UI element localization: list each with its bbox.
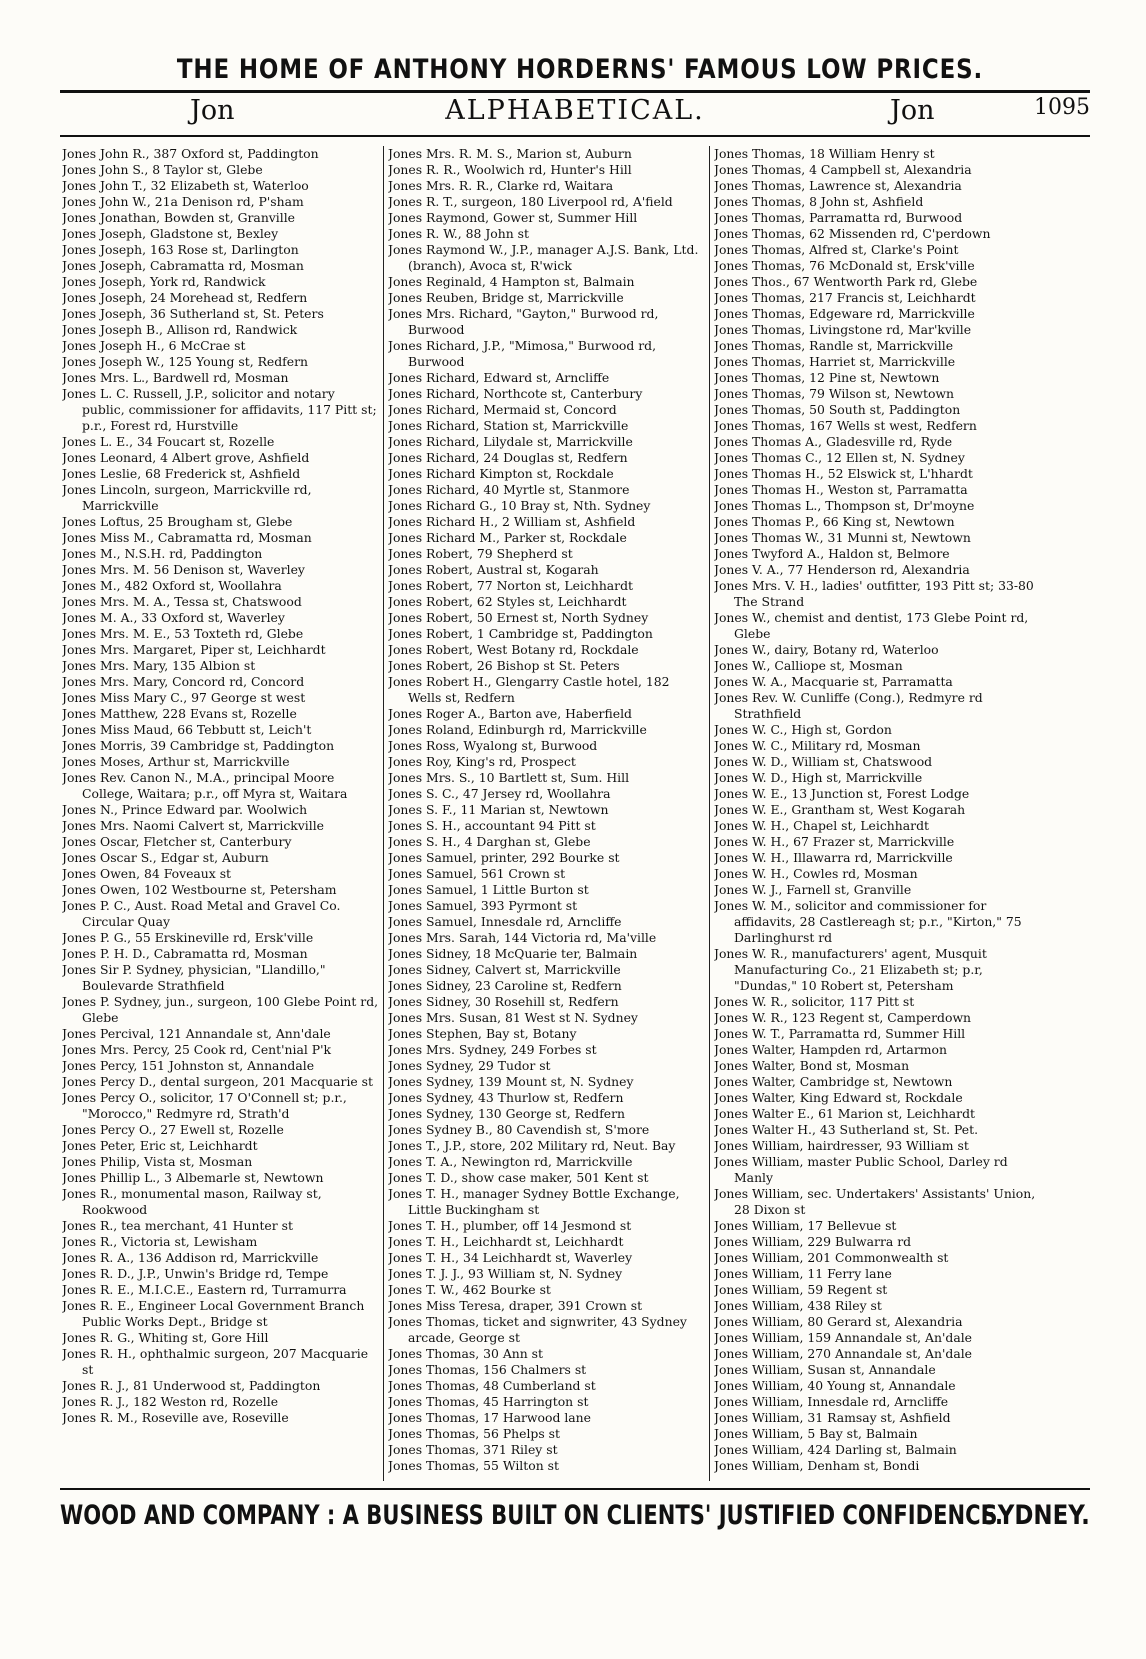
directory-entry: Jones Walter, King Edward st, Rockdale <box>714 1090 963 1105</box>
directory-entry: Jones Richard, Mermaid st, Concord <box>388 402 617 417</box>
directory-entry: Jones William, sec. Undertakers' Assistants' Union, 28 Dixon st <box>714 1186 1036 1217</box>
directory-entry: Jones Leonard, 4 Albert grove, Ashfield <box>62 450 310 465</box>
column-3 <box>714 146 1044 1541</box>
directory-entry: Jones Loftus, 25 Brougham st, Glebe <box>62 514 293 529</box>
directory-entry: Jones V. A., 77 Henderson rd, Alexandria <box>714 562 970 577</box>
directory-entry: Jones Thomas, Harriet st, Marrickville <box>714 354 956 369</box>
directory-entry: Jones M., 482 Oxford st, Woollahra <box>62 578 282 593</box>
directory-entry: Jones Thomas, 79 Wilson st, Newtown <box>714 386 955 401</box>
directory-entry: Jones T. H., 34 Leichhardt st, Waverley <box>388 1250 633 1265</box>
directory-entry: Jones Richard, J.P., "Mimosa," Burwood rd, Burwood <box>388 338 657 369</box>
directory-entry: Jones Thomas A., Gladesville rd, Ryde <box>714 434 953 449</box>
directory-entry: Jones W. C., Military rd, Mosman <box>714 738 921 753</box>
directory-entry: Jones Thomas, 55 Wilton st <box>388 1458 559 1473</box>
directory-entry: Jones Sydney, 29 Tudor st <box>388 1058 551 1073</box>
directory-entry: Jones Peter, Eric st, Leichhardt <box>62 1138 258 1153</box>
column-divider <box>709 146 710 1481</box>
directory-entry: Jones R. T., surgeon, 180 Liverpool rd, A'field <box>388 194 673 209</box>
directory-entry: Jones W. E., Grantham st, West Kogarah <box>714 802 966 817</box>
directory-entry: Jones Robert, 77 Norton st, Leichhardt <box>388 578 634 593</box>
directory-entry: Jones Thomas L., Thompson st, Dr'moyne <box>714 498 975 513</box>
directory-entry: Jones W. H., 67 Frazer st, Marrickville <box>714 834 955 849</box>
directory-entry: Jones Thomas, Alfred st, Clarke's Point <box>714 242 959 257</box>
directory-entry: Jones S. C., 47 Jersey rd, Woollahra <box>388 786 611 801</box>
directory-entry: Jones P. Sydney, jun., surgeon, 100 Glebe Point rd, Glebe <box>62 994 379 1025</box>
directory-entry: Jones Richard, 24 Douglas st, Redfern <box>388 450 628 465</box>
directory-entry: Jones Sydney, 43 Thurlow st, Redfern <box>388 1090 624 1105</box>
directory-entry: Jones Samuel, printer, 292 Bourke st <box>388 850 620 865</box>
directory-entry: Jones R., tea merchant, 41 Hunter st <box>62 1218 293 1233</box>
directory-entry: Jones Leslie, 68 Frederick st, Ashfield <box>62 466 301 481</box>
directory-entry: Jones Raymond, Gower st, Summer Hill <box>388 210 638 225</box>
directory-entry: Jones R. E., Engineer Local Government Branch Public Works Dept., Bridge st <box>62 1298 365 1329</box>
page-banner: THE HOME OF ANTHONY HORDERNS' FAMOUS LOW PRICES. <box>176 54 984 85</box>
directory-entry: Jones Robert H., Glengarry Castle hotel, 182 Wells st, Redfern <box>388 674 670 705</box>
directory-entry: Jones S. H., 4 Darghan st, Glebe <box>388 834 591 849</box>
directory-entry: Jones R. J., 81 Underwood st, Paddington <box>62 1378 321 1393</box>
directory-entry: Jones Percy O., 27 Ewell st, Rozelle <box>62 1122 284 1137</box>
directory-entry: Jones Richard Kimpton st, Rockdale <box>388 466 614 481</box>
directory-entry: Jones Robert, West Botany rd, Rockdale <box>388 642 639 657</box>
directory-entry: Jones M., N.S.H. rd, Paddington <box>62 546 263 561</box>
directory-entry: Jones R. H., ophthalmic surgeon, 207 Macquarie st <box>62 1346 369 1377</box>
column-1 <box>62 146 380 1541</box>
directory-entry: Jones Robert, 26 Bishop st St. Peters <box>388 658 620 673</box>
directory-entry: Jones W. H., Chapel st, Leichhardt <box>714 818 929 833</box>
directory-entry: Jones T. H., plumber, off 14 Jesmond st <box>388 1218 632 1233</box>
directory-entry: Jones Thomas, 371 Riley st <box>388 1442 558 1457</box>
directory-entry: Jones Sidney, 30 Rosehill st, Redfern <box>388 994 619 1009</box>
directory-entry: Jones Samuel, 393 Pyrmont st <box>388 898 578 913</box>
directory-entry: Jones William, 159 Annandale st, An'dale <box>714 1330 973 1345</box>
directory-entry: Jones Mrs. Naomi Calvert st, Marrickville <box>62 818 324 833</box>
directory-entry: Jones Rev. W. Cunliffe (Cong.), Redmyre rd Strathfield <box>714 690 983 721</box>
directory-entry: Jones Thomas, 62 Missenden rd, C'perdown <box>714 226 991 241</box>
directory-entry: Jones Miss Teresa, draper, 391 Crown st <box>388 1298 643 1313</box>
directory-entry: Jones Robert, 79 Shepherd st <box>388 546 573 561</box>
directory-entry: Jones Mrs. Margaret, Piper st, Leichhardt <box>62 642 326 657</box>
directory-entry: Jones Mrs. Mary, 135 Albion st <box>62 658 256 673</box>
directory-entry: Jones Richard, Station st, Marrickville <box>388 418 629 433</box>
directory-entry: Jones Philip, Vista st, Mosman <box>62 1154 253 1169</box>
directory-entry: Jones Mrs. M. A., Tessa st, Chatswood <box>62 594 302 609</box>
directory-entry: Jones Owen, 102 Westbourne st, Petersham <box>62 882 337 897</box>
directory-entry: Jones Percy, 151 Johnston st, Annandale <box>62 1058 315 1073</box>
directory-entry: Jones Robert, 62 Styles st, Leichhardt <box>388 594 627 609</box>
directory-entry: Jones William, Denham st, Bondi <box>714 1458 920 1473</box>
directory-entry: Jones W. R., solicitor, 117 Pitt st <box>714 994 915 1009</box>
directory-entry: Jones Richard, Northcote st, Canterbury <box>388 386 643 401</box>
directory-entry: Jones Walter E., 61 Marion st, Leichhardt <box>714 1106 975 1121</box>
footer-rule <box>60 1488 1090 1490</box>
directory-entry: Jones Thomas, 30 Ann st <box>388 1346 544 1361</box>
directory-entry: Jones Mrs. Susan, 81 West st N. Sydney <box>388 1010 638 1025</box>
directory-entry: Jones W. H., Illawarra rd, Marrickville <box>714 850 953 865</box>
directory-entry: Jones W. R., 123 Regent st, Camperdown <box>714 1010 972 1025</box>
page-footer <box>60 1500 1090 1540</box>
directory-entry: Jones Richard, 40 Myrtle st, Stanmore <box>388 482 630 497</box>
directory-entry: Jones Thomas, 76 McDonald st, Ersk'ville <box>714 258 975 273</box>
directory-entry: Jones Robert, 1 Cambridge st, Paddington <box>388 626 653 641</box>
directory-entry: Jones Roger A., Barton ave, Haberfield <box>388 706 632 721</box>
directory-entry: Jones Mrs. Percy, 25 Cook rd, Cent'nial P'k <box>62 1042 332 1057</box>
directory-entry: Jones W. D., High st, Marrickville <box>714 770 923 785</box>
directory-entry: Jones Samuel, Innesdale rd, Arncliffe <box>388 914 622 929</box>
directory-entry: Jones Percy D., dental surgeon, 201 Macquarie st <box>62 1074 374 1089</box>
directory-entry: Jones Mrs. M. E., 53 Toxteth rd, Glebe <box>62 626 304 641</box>
directory-entry: Jones John T., 32 Elizabeth st, Waterloo <box>62 178 309 193</box>
directory-entry: Jones R. E., M.I.C.E., Eastern rd, Turramurra <box>62 1282 347 1297</box>
directory-entry: Jones Sydney, 139 Mount st, N. Sydney <box>388 1074 634 1089</box>
directory-entry: Jones Robert, 50 Ernest st, North Sydney <box>388 610 649 625</box>
directory-entry: Jones Richard G., 10 Bray st, Nth. Sydney <box>388 498 651 513</box>
directory-entry: Jones Mrs. R. R., Clarke rd, Waitara <box>388 178 614 193</box>
directory-entry: Jones Walter, Hampden rd, Artarmon <box>714 1042 947 1057</box>
directory-entry: Jones Miss Mary C., 97 George st west <box>62 690 306 705</box>
directory-entry: Jones P. G., 55 Erskineville rd, Ersk'ville <box>62 930 314 945</box>
directory-entry: Jones R. A., 136 Addison rd, Marrickville <box>62 1250 319 1265</box>
directory-entry: Jones Samuel, 561 Crown st <box>388 866 566 881</box>
directory-entry: Jones R. J., 182 Weston rd, Rozelle <box>62 1394 279 1409</box>
directory-entry: Jones Sidney, 18 McQuarie ter, Balmain <box>388 946 638 961</box>
header-section-title: ALPHABETICAL. <box>445 95 705 126</box>
directory-columns <box>62 146 1092 1541</box>
directory-entry: Jones Moses, Arthur st, Marrickville <box>62 754 290 769</box>
directory-entry: Jones Thomas, ticket and signwriter, 43 Sydney arcade, George st <box>388 1314 687 1345</box>
page-number: 1095 <box>1034 95 1090 120</box>
directory-entry: Jones R. G., Whiting st, Gore Hill <box>62 1330 269 1345</box>
directory-entry: Jones Joseph, 24 Morehead st, Redfern <box>62 290 308 305</box>
directory-entry: Jones William, 31 Ramsay st, Ashfield <box>714 1410 951 1425</box>
directory-entry: Jones John W., 21a Denison rd, P'sham <box>62 194 304 209</box>
directory-entry: Jones W. E., 13 Junction st, Forest Lodge <box>714 786 970 801</box>
directory-entry: Jones William, 40 Young st, Annandale <box>714 1378 956 1393</box>
directory-entry: Jones John S., 8 Taylor st, Glebe <box>62 162 263 177</box>
directory-entry: Jones Samuel, 1 Little Burton st <box>388 882 589 897</box>
directory-entry: Jones Jonathan, Bowden st, Granville <box>62 210 296 225</box>
directory-entry: Jones Joseph, 36 Sutherland st, St. Peters <box>62 306 324 321</box>
directory-entry: Jones Sidney, 23 Caroline st, Redfern <box>388 978 622 993</box>
directory-entry: Jones L. E., 34 Foucart st, Rozelle <box>62 434 275 449</box>
directory-entry: Jones T. A., Newington rd, Marrickville <box>388 1154 633 1169</box>
directory-entry: Jones Roy, King's rd, Prospect <box>388 754 576 769</box>
directory-entry: Jones Robert, Austral st, Kogarah <box>388 562 599 577</box>
directory-entry: Jones William, 438 Riley st <box>714 1298 882 1313</box>
directory-entry: Jones Sir P. Sydney, physician, "Llandillo," Boulevarde Strathfield <box>62 962 326 993</box>
directory-entry: Jones Thomas, Randle st, Marrickville <box>714 338 954 353</box>
directory-entry: Jones Owen, 84 Foveaux st <box>62 866 232 881</box>
directory-entry: Jones Reuben, Bridge st, Marrickville <box>388 290 624 305</box>
directory-entry: Jones N., Prince Edward par. Woolwich <box>62 802 308 817</box>
directory-entry: Jones Joseph, 163 Rose st, Darlington <box>62 242 299 257</box>
directory-entry: Jones Joseph, Gladstone st, Bexley <box>62 226 279 241</box>
directory-entry: Jones Mrs. M. 56 Denison st, Waverley <box>62 562 305 577</box>
directory-entry: Jones Mrs. R. M. S., Marion st, Auburn <box>388 146 632 161</box>
directory-entry: Jones T. H., manager Sydney Bottle Exchange, Little Buckingham st <box>388 1186 680 1217</box>
directory-entry: Jones Richard M., Parker st, Rockdale <box>388 530 627 545</box>
directory-entry: Jones Thomas P., 66 King st, Newtown <box>714 514 955 529</box>
directory-entry: Jones William, Innesdale rd, Arncliffe <box>714 1394 949 1409</box>
directory-entry: Jones R. M., Roseville ave, Roseville <box>62 1410 289 1425</box>
directory-entry: Jones Mrs. L., Bardwell rd, Mosman <box>62 370 289 385</box>
directory-entry: Jones William, 59 Regent st <box>714 1282 888 1297</box>
directory-entry: Jones T. D., show case maker, 501 Kent st <box>388 1170 649 1185</box>
directory-entry: Jones Joseph H., 6 McCrae st <box>62 338 246 353</box>
directory-entry: Jones William, 201 Commonwealth st <box>714 1250 949 1265</box>
directory-entry: Jones Thomas, 4 Campbell st, Alexandria <box>714 162 972 177</box>
directory-entry: Jones William, 424 Darling st, Balmain <box>714 1442 957 1457</box>
directory-entry: Jones Thomas C., 12 Ellen st, N. Sydney <box>714 450 965 465</box>
directory-entry: Jones Miss Maud, 66 Tebbutt st, Leich't <box>62 722 312 737</box>
footer-city: SYDNEY. <box>981 1500 1090 1531</box>
directory-entry: Jones Thomas H., Weston st, Parramatta <box>714 482 968 497</box>
directory-entry: Jones Joseph, York rd, Randwick <box>62 274 266 289</box>
directory-entry: Jones Thomas W., 31 Munni st, Newtown <box>714 530 971 545</box>
directory-entry: Jones W., chemist and dentist, 173 Glebe Point rd, Glebe <box>714 610 1029 641</box>
directory-entry: Jones Oscar S., Edgar st, Auburn <box>62 850 269 865</box>
footer-advert: WOOD AND COMPANY : A BUSINESS BUILT ON CLIENTS' JUSTIFIED CONFIDENCE. <box>60 1500 1003 1531</box>
directory-entry: Jones W. M., solicitor and commissioner for affidavits, 28 Castlereagh st; p.r., "Kirton," 75 Darlinghurst rd <box>714 898 1022 945</box>
directory-entry: Jones P. C., Aust. Road Metal and Gravel Co. Circular Quay <box>62 898 341 929</box>
directory-entry: Jones Sydney B., 80 Cavendish st, S'more <box>388 1122 650 1137</box>
directory-entry: Jones Thomas, 18 William Henry st <box>714 146 935 161</box>
column-divider <box>383 146 384 1481</box>
directory-entry: Jones R. W., 88 John st <box>388 226 529 241</box>
directory-entry: Jones W., dairy, Botany rd, Waterloo <box>714 642 939 657</box>
directory-entry: Jones Sidney, Calvert st, Marrickville <box>388 962 621 977</box>
directory-entry: Jones William, Susan st, Annandale <box>714 1362 936 1377</box>
directory-entry: Jones Mrs. Sydney, 249 Forbes st <box>388 1042 597 1057</box>
directory-entry: Jones William, 270 Annandale st, An'dale <box>714 1346 973 1361</box>
directory-entry: Jones John R., 387 Oxford st, Paddington <box>62 146 319 161</box>
directory-entry: Jones Mrs. Sarah, 144 Victoria rd, Ma'ville <box>388 930 657 945</box>
directory-entry: Jones Thomas, 45 Harrington st <box>388 1394 589 1409</box>
directory-entry: Jones Joseph B., Allison rd, Randwick <box>62 322 298 337</box>
directory-entry: Jones R. R., Woolwich rd, Hunter's Hill <box>388 162 632 177</box>
directory-entry: Jones Rev. Canon N., M.A., principal Moore College, Waitara; p.r., off Myra st, Waitara <box>62 770 348 801</box>
header-left-guide: Jon <box>190 95 235 126</box>
directory-entry: Jones Thomas, Livingstone rd, Mar'kville <box>714 322 972 337</box>
directory-entry: Jones Walter, Bond st, Mosman <box>714 1058 910 1073</box>
directory-entry: Jones Walter, Cambridge st, Newtown <box>714 1074 953 1089</box>
directory-entry: Jones W. J., Farnell st, Granville <box>714 882 912 897</box>
directory-entry: Jones Mrs. Richard, "Gayton," Burwood rd, Burwood <box>388 306 659 337</box>
directory-entry: Jones R., Victoria st, Lewisham <box>62 1234 258 1249</box>
running-header <box>60 93 1090 135</box>
directory-entry: Jones S. F., 11 Marian st, Newtown <box>388 802 609 817</box>
directory-entry: Jones Thomas, 156 Chalmers st <box>388 1362 587 1377</box>
directory-entry: Jones Raymond W., J.P., manager A.J.S. Bank, Ltd. (branch), Avoca st, R'wick <box>388 242 699 273</box>
directory-entry: Jones Thomas, 217 Francis st, Leichhardt <box>714 290 976 305</box>
directory-entry: Jones Thomas, Parramatta rd, Burwood <box>714 210 963 225</box>
directory-entry: Jones T. W., 462 Bourke st <box>388 1282 551 1297</box>
directory-entry: Jones William, hairdresser, 93 William st <box>714 1138 969 1153</box>
directory-entry: Jones Thomas, 17 Harwood lane <box>388 1410 591 1425</box>
directory-entry: Jones S. H., accountant 94 Pitt st <box>388 818 596 833</box>
directory-entry: Jones Lincoln, surgeon, Marrickville rd, Marrickville <box>62 482 312 513</box>
directory-entry: Jones Reginald, 4 Hampton st, Balmain <box>388 274 635 289</box>
directory-entry: Jones T., J.P., store, 202 Military rd, Neut. Bay <box>388 1138 676 1153</box>
directory-entry: Jones Richard, Lilydale st, Marrickville <box>388 434 633 449</box>
directory-entry: Jones Roland, Edinburgh rd, Marrickville <box>388 722 647 737</box>
directory-entry: Jones T. J. J., 93 William st, N. Sydney <box>388 1266 623 1281</box>
directory-entry: Jones Oscar, Fletcher st, Canterbury <box>62 834 292 849</box>
directory-entry: Jones Miss M., Cabramatta rd, Mosman <box>62 530 312 545</box>
directory-entry: Jones Thomas H., 52 Elswick st, L'hhardt <box>714 466 973 481</box>
directory-entry: Jones T. H., Leichhardt st, Leichhardt <box>388 1234 624 1249</box>
directory-entry: Jones Joseph W., 125 Young st, Redfern <box>62 354 309 369</box>
directory-entry: Jones Mrs. S., 10 Bartlett st, Sum. Hill <box>388 770 630 785</box>
directory-entry: Jones Sydney, 130 George st, Redfern <box>388 1106 626 1121</box>
directory-entry: Jones Thomas, 8 John st, Ashfield <box>714 194 924 209</box>
directory-entry: Jones William, master Public School, Darley rd Manly <box>714 1154 1008 1185</box>
directory-entry: Jones W. A., Macquarie st, Parramatta <box>714 674 953 689</box>
directory-entry: Jones Percival, 121 Annandale st, Ann'dale <box>62 1026 331 1041</box>
directory-entry: Jones Morris, 39 Cambridge st, Paddington <box>62 738 335 753</box>
directory-entry: Jones Stephen, Bay st, Botany <box>388 1026 577 1041</box>
directory-entry: Jones Twyford A., Haldon st, Belmore <box>714 546 950 561</box>
directory-entry: Jones Thomas, 167 Wells st west, Redfern <box>714 418 977 433</box>
directory-entry: Jones William, 80 Gerard st, Alexandria <box>714 1314 963 1329</box>
directory-entry: Jones Thomas, 12 Pine st, Newtown <box>714 370 940 385</box>
directory-entry: Jones W. C., High st, Gordon <box>714 722 892 737</box>
header-right-guide: Jon <box>890 95 935 126</box>
directory-entry: Jones Thomas, 50 South st, Paddington <box>714 402 961 417</box>
directory-entry: Jones William, 11 Ferry lane <box>714 1266 892 1281</box>
directory-entry: Jones Matthew, 228 Evans st, Rozelle <box>62 706 297 721</box>
directory-entry: Jones Thomas, 56 Phelps st <box>388 1426 560 1441</box>
directory-entry: Jones M. A., 33 Oxford st, Waverley <box>62 610 285 625</box>
directory-entry: Jones R. D., J.P., Unwin's Bridge rd, Tempe <box>62 1266 329 1281</box>
directory-entry: Jones W. T., Parramatta rd, Summer Hill <box>714 1026 966 1041</box>
directory-entry: Jones Percy O., solicitor, 17 O'Connell st; p.r., "Morocco," Redmyre rd, Strath'd <box>62 1090 347 1121</box>
header-rule <box>60 135 1090 137</box>
directory-entry: Jones W. R., manufacturers' agent, Musquit Manufacturing Co., 21 Elizabeth st; p.r, "Dundas," 10 Robert st, Petersham <box>714 946 987 993</box>
directory-entry: Jones Thos., 67 Wentworth Park rd, Glebe <box>714 274 978 289</box>
directory-entry: Jones Ross, Wyalong st, Burwood <box>388 738 598 753</box>
directory-entry: Jones Phillip L., 3 Albemarle st, Newtown <box>62 1170 324 1185</box>
directory-entry: Jones Mrs. V. H., ladies' outfitter, 193 Pitt st; 33-80 The Strand <box>714 578 1034 609</box>
directory-entry: Jones W., Calliope st, Mosman <box>714 658 903 673</box>
directory-entry: Jones Thomas, Lawrence st, Alexandria <box>714 178 962 193</box>
column-2 <box>388 146 706 1541</box>
directory-entry: Jones Richard, Edward st, Arncliffe <box>388 370 610 385</box>
directory-entry: Jones William, 17 Bellevue st <box>714 1218 897 1233</box>
directory-entry: Jones R., monumental mason, Railway st, Rookwood <box>62 1186 322 1217</box>
directory-entry: Jones P. H. D., Cabramatta rd, Mosman <box>62 946 308 961</box>
directory-entry: Jones L. C. Russell, J.P., solicitor and notary public, commissioner for affidavits, 117 Pitt st; p.r., Forest rd, Hurstville <box>62 386 377 433</box>
directory-entry: Jones Thomas, 48 Cumberland st <box>388 1378 596 1393</box>
directory-entry: Jones Thomas, Edgeware rd, Marrickville <box>714 306 975 321</box>
directory-entry: Jones Joseph, Cabramatta rd, Mosman <box>62 258 304 273</box>
directory-entry: Jones William, 5 Bay st, Balmain <box>714 1426 918 1441</box>
directory-entry: Jones W. H., Cowles rd, Mosman <box>714 866 918 881</box>
directory-entry: Jones W. D., William st, Chatswood <box>714 754 933 769</box>
directory-entry: Jones Walter H., 43 Sutherland st, St. Pet. <box>714 1122 979 1137</box>
directory-entry: Jones Mrs. Mary, Concord rd, Concord <box>62 674 305 689</box>
directory-entry: Jones William, 229 Bulwarra rd <box>714 1234 912 1249</box>
directory-entry: Jones Richard H., 2 William st, Ashfield <box>388 514 636 529</box>
